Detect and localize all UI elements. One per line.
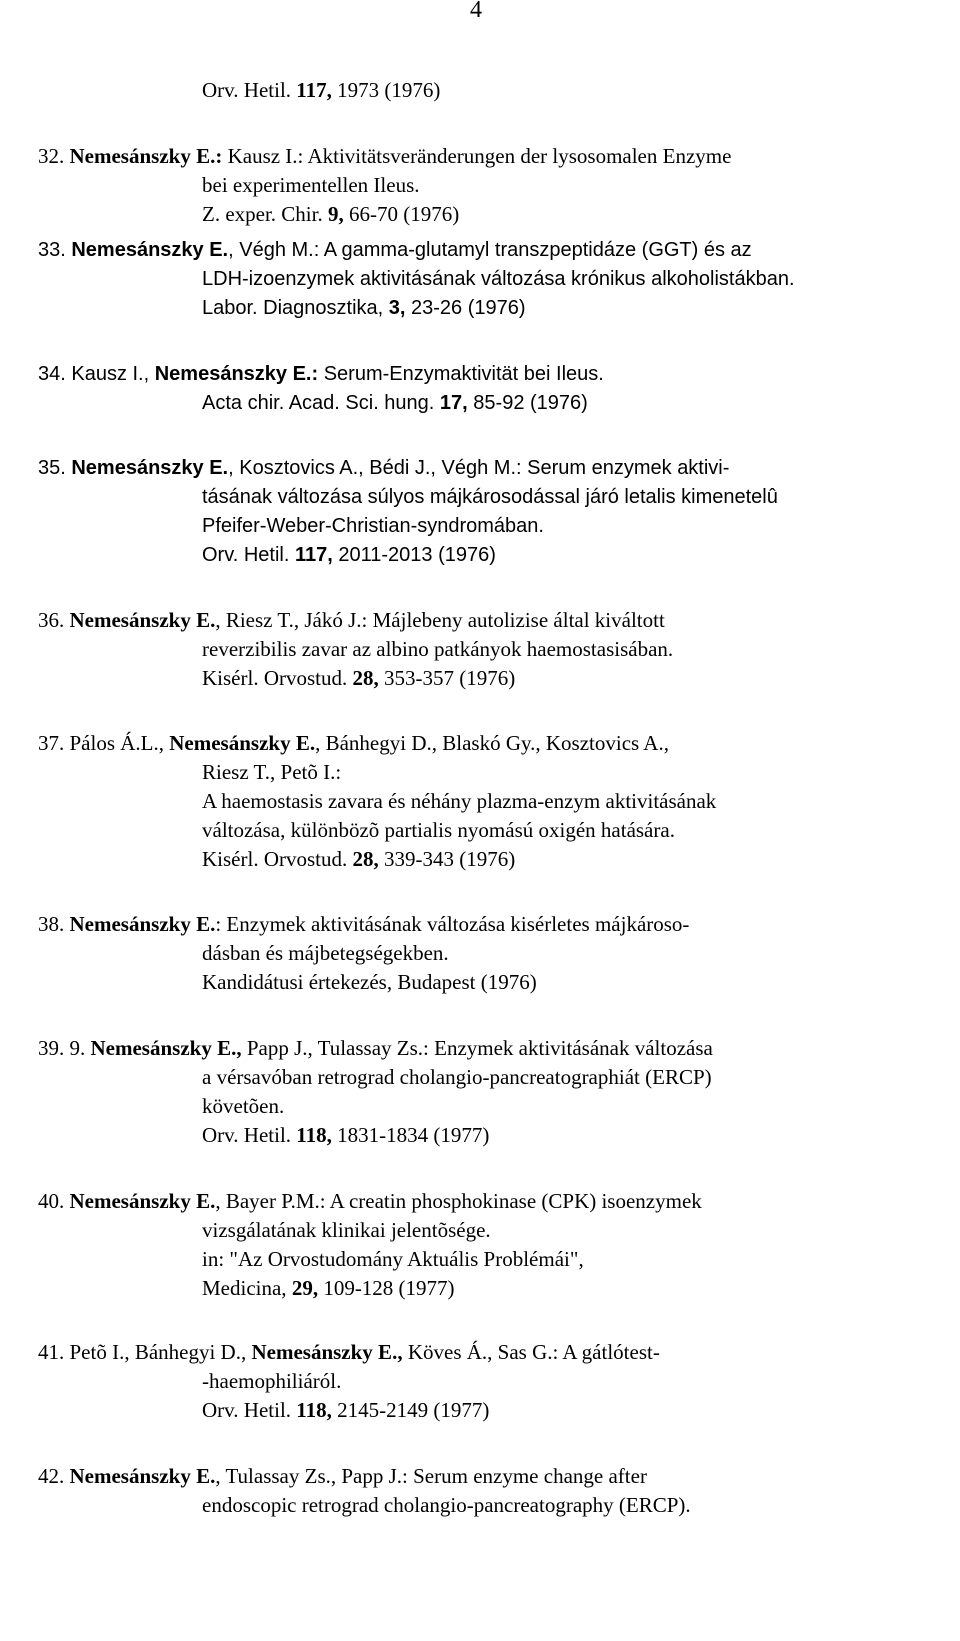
text-run: Papp J., Tulassay Zs.: Enzymek aktivitásának változása xyxy=(241,1036,713,1060)
text-run: 33. xyxy=(38,239,72,261)
text-run: 1831-1834 (1977) xyxy=(331,1123,490,1147)
line-07 xyxy=(202,296,526,320)
text-run: tásának változása súlyos májkárosodással járó letalis kimenetelû xyxy=(202,486,778,508)
text-run: Pfeifer-Weber-Christian-syndromában. xyxy=(202,515,544,537)
line-02 xyxy=(38,144,731,168)
text-run: , Bánhegyi D., Blaskó Gy., Kosztovics A., xyxy=(315,731,669,755)
bold-text-run: 118, xyxy=(296,1123,332,1147)
line-05 xyxy=(38,238,752,262)
text-run: 35. xyxy=(38,457,72,479)
text-run: , Kosztovics A., Bédi J., Végh M.: Serum enzymek aktivi- xyxy=(228,457,730,479)
text-run: Orv. Hetil. xyxy=(202,1398,297,1422)
text-run: vizsgálatának klinikai jelentõsége. xyxy=(202,1218,491,1242)
text-run: reverzibilis zavar az albino patkányok haemostasisában. xyxy=(202,637,674,661)
bold-text-run: 28, xyxy=(352,847,379,871)
line-18 xyxy=(202,760,341,784)
bold-text-run: Nemesánszky E. xyxy=(69,912,216,936)
bold-text-run: 9, xyxy=(327,202,344,226)
text-run: LDH-izoenzymek aktivitásának változása krónikus alkoholistákban. xyxy=(202,268,795,290)
text-run: 32. xyxy=(38,144,70,168)
line-11 xyxy=(202,485,778,509)
line-14 xyxy=(38,608,665,632)
text-run: A haemostasis zavara és néhány plazma-enzym aktivitásának xyxy=(202,789,717,813)
text-run: 34. Kausz I., xyxy=(38,363,155,385)
text-run: Riesz T., Petõ I.: xyxy=(202,760,342,784)
line-16 xyxy=(202,666,515,690)
text-run: Orv. Hetil. xyxy=(202,78,297,102)
text-run: , Végh M.: A gamma-glutamyl transzpeptidáze (GGT) és az xyxy=(228,239,752,261)
line-09 xyxy=(202,391,588,415)
text-run: Köves Á., Sas G.: A gátlótest- xyxy=(402,1340,660,1364)
text-run: Kandidátusi értekezés, Budapest (1976) xyxy=(202,970,537,994)
page-number: 4 xyxy=(470,0,482,23)
text-run: Z. exper. Chir. xyxy=(202,202,328,226)
line-28 xyxy=(202,1123,489,1147)
line-12 xyxy=(202,514,544,538)
line-04 xyxy=(202,202,459,226)
text-run: 339-343 (1976) xyxy=(378,847,516,871)
bold-text-run: Nemesánszky E. xyxy=(69,1189,216,1213)
bold-text-run: Nemesánszky E.: xyxy=(154,363,319,385)
text-run: , Tulassay Zs., Papp J.: Serum enzyme change after xyxy=(215,1464,647,1488)
line-17 xyxy=(38,731,669,755)
text-run: , Bayer P.M.: A creatin phosphokinase (CPK) isoenzymek xyxy=(215,1189,702,1213)
line-33 xyxy=(38,1340,660,1364)
line-36 xyxy=(38,1464,647,1488)
bold-text-run: Nemesánszky E., xyxy=(251,1340,403,1364)
bold-text-run: Nemesánszky E. xyxy=(69,1464,216,1488)
line-15 xyxy=(202,637,673,661)
line-10 xyxy=(38,456,729,480)
bold-text-run: 17, xyxy=(439,392,468,414)
text-run: 39. 9. xyxy=(38,1036,91,1060)
text-run: 353-357 (1976) xyxy=(378,666,516,690)
line-19 xyxy=(202,789,716,813)
text-run: változása, különbözõ partialis nyomású oxigén hatására. xyxy=(202,818,675,842)
text-run: Serum-Enzymaktivität bei Ileus. xyxy=(318,363,604,385)
text-run: Kausz I.: Aktivitätsveränderungen der lysosomalen Enzyme xyxy=(222,144,732,168)
text-run: -haemophiliáról. xyxy=(202,1369,342,1393)
line-31 xyxy=(202,1247,584,1271)
bold-text-run: 29, xyxy=(291,1276,319,1300)
line-26 xyxy=(202,1065,712,1089)
text-run: Kisérl. Orvostud. xyxy=(202,847,353,871)
text-run: endoscopic retrograd cholangio-pancreatography (ERCP). xyxy=(202,1493,691,1517)
bold-text-run: 118, xyxy=(296,1398,332,1422)
text-run: 41. Petõ I., Bánhegyi D., xyxy=(38,1340,252,1364)
bold-text-run: 117, xyxy=(296,78,332,102)
text-run: 36. xyxy=(38,608,70,632)
text-run: 38. xyxy=(38,912,70,936)
text-run: Orv. Hetil. xyxy=(202,1123,297,1147)
line-34 xyxy=(202,1369,341,1393)
line-27 xyxy=(202,1094,284,1118)
text-run: 66-70 (1976) xyxy=(343,202,460,226)
line-25 xyxy=(38,1036,713,1060)
text-run: bei experimentellen Ileus. xyxy=(202,173,420,197)
text-run: Acta chir. Acad. Sci. hung. xyxy=(202,392,440,414)
line-23 xyxy=(202,941,449,965)
line-21 xyxy=(202,847,515,871)
line-35 xyxy=(202,1398,489,1422)
text-run: Medicina, xyxy=(202,1276,292,1300)
bold-text-run: 117, xyxy=(294,544,333,566)
bold-text-run: 28, xyxy=(352,666,379,690)
line-30 xyxy=(202,1218,491,1242)
line-32 xyxy=(202,1276,455,1300)
text-run: Labor. Diagnosztika, xyxy=(202,297,389,319)
text-run: 37. Pálos Á.L., xyxy=(38,731,170,755)
text-run: 2011-2013 (1976) xyxy=(332,544,496,566)
line-06 xyxy=(202,267,795,291)
bold-text-run: Nemesánszky E., xyxy=(90,1036,242,1060)
bold-text-run: 3, xyxy=(388,297,406,319)
text-run: 109-128 (1977) xyxy=(318,1276,455,1300)
text-run: követõen. xyxy=(202,1094,285,1118)
text-run: Orv. Hetil. xyxy=(202,544,295,566)
text-run: 85-92 (1976) xyxy=(467,392,588,414)
text-run: 2145-2149 (1977) xyxy=(331,1398,490,1422)
bold-text-run: Nemesánszky E. xyxy=(69,608,216,632)
text-run: , Riesz T., Jákó J.: Májlebeny autolizise által kiváltott xyxy=(215,608,665,632)
line-13 xyxy=(202,543,496,567)
text-run: 1973 (1976) xyxy=(331,78,441,102)
line-01 xyxy=(202,78,440,102)
line-20 xyxy=(202,818,675,842)
text-run: Kisérl. Orvostud. xyxy=(202,666,353,690)
text-run: a vérsavóban retrograd cholangio-pancreatographiát (ERCP) xyxy=(202,1065,712,1089)
bold-text-run: Nemesánszky E. xyxy=(71,239,229,261)
bold-text-run: Nemesánszky E. xyxy=(71,457,229,479)
line-22 xyxy=(38,912,689,936)
bold-text-run: Nemesánszky E.: xyxy=(69,144,223,168)
line-24 xyxy=(202,970,537,994)
line-08 xyxy=(38,362,604,386)
text-run: : Enzymek aktivitásának változása kisérletes májkároso- xyxy=(215,912,690,936)
line-37 xyxy=(202,1493,691,1517)
bold-text-run: Nemesánszky E. xyxy=(169,731,316,755)
text-run: 42. xyxy=(38,1464,70,1488)
line-29 xyxy=(38,1189,702,1213)
text-run: in: "Az Orvostudomány Aktuális Problémái", xyxy=(202,1247,584,1271)
line-03 xyxy=(202,173,420,197)
text-run: 40. xyxy=(38,1189,70,1213)
text-run: dásban és májbetegségekben. xyxy=(202,941,449,965)
text-run: 23-26 (1976) xyxy=(405,297,526,319)
